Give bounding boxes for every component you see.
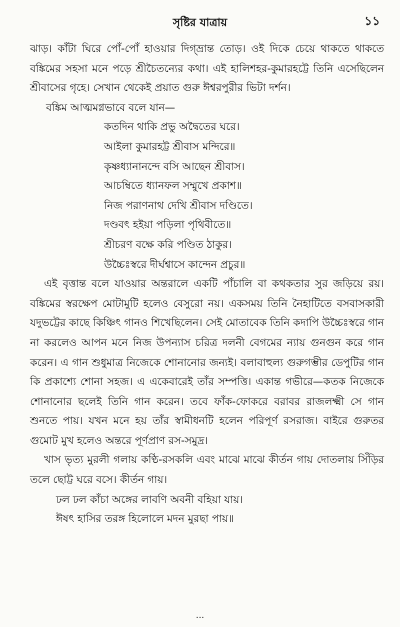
verse-intro: বঙ্কিম আত্মমগ্নভাবে বলে যান—: [46, 101, 176, 114]
verse-line: নিজ পরাণনাথ দেখি শ্রীবাস দণ্ডিতে।: [104, 199, 253, 212]
paragraph-3: খাস ভৃত্য মুরলী গলায় কণ্ঠি-রসকলি এবং মাঝে মাঝে কীর্তন গায় দোতলায় সিঁড়ির তলে ছোট্ট ঘরে বসে। কীর্তন গায়।: [30, 454, 384, 487]
verse-line: উচ্চৈঃস্বরে দীর্ঘশ্বাসে কান্দেন প্রচুর॥: [104, 258, 246, 271]
footer-mark: ...: [195, 611, 205, 621]
running-title: সৃষ্টির যাত্রায়: [172, 16, 228, 29]
verse-line: আচম্বিতে ধ্যানফল সম্মুখে প্রকাশ॥: [104, 180, 242, 193]
verse-line: আইলা কুমারহট্ট শ্রীবাস মন্দিরে॥: [104, 140, 236, 153]
verse-line: শ্রীচরণ বক্ষে করি পণ্ডিত ঠাকুর।: [104, 238, 232, 251]
verse-line: ঈষৎ হাসির তরঙ্গ হিলোলে মদন মুরছা পায়॥: [56, 513, 234, 526]
page-header: [0, 14, 400, 34]
verse-block-2: [30, 491, 384, 530]
paragraph-1: ঝাড়। কাঁটা ঘিরে পোঁ-পোঁ হাওয়ার দিগ্‌ভ্রান্ত তোড়। ওই দিকে চেয়ে থাকতে থাকতে বঙ্কিমের সহসা মনে পড়ে শ্রীচৈতন্যের কথা। এই হালিশহর-কুমারহট্টে তিনি এসেছিলেন শ্রীবাসের গৃহে। সেখান থেকেই প্রয়াত গুরু ঈশ্বরপুরীর ভিটা দর্শন।: [30, 43, 384, 95]
verse-line: দণ্ডবৎ হইয়া পড়িলা পৃথিবীতে॥: [104, 219, 232, 232]
verse-line: কৃষ্ণধ্যানানন্দে বসি আছেন শ্রীবাস।: [104, 160, 245, 173]
page-number: ১১: [364, 14, 380, 28]
verse-line: কতদিন থাকি প্রভু অদ্বৈতের ঘরে।: [104, 121, 240, 134]
paragraph-2: এই বৃত্তান্ত বলে যাওয়ার অন্তরালে একটি পাঁচালি বা কথকতার সুর জড়িয়ে রয়। বঙ্কিমের স্বরক্ষেপ মোটামুটি হলেও বেসুরো নয়। একসময় তিনি নৈহাটিতে বসবাসকারী যদুভট্টের কাছে কিঞ্চিৎ গানও শিখেছিলেন। সেই মোতাবেক তিনি কদাপি উচ্চৈঃস্বরে গান না করলেও আপন মনে নিজ উপন্যাস চরিত্র দলনী বেগমের ন্যায় গুনগুন করে গান করেন। এ গান শুধুমাত্র নিজেকে শোনানোর জন্যই। বলাবাহুল্য গুরুগম্ভীর ডেপুটির গান কি প্রকাশ্যে শোনা সহজ। এ একেবারেই তাঁর সম্পত্তি। একান্ত গভীরে—কতক নিজেকে শোনানোর ছলেই তিনি গান করেন। তবে ফাঁক-ফোকরে বরাবর রাজলক্ষ্মী সে গান শুনতে পায়। যখন মনে হয় তাঁর স্বামীধনটি হলেন পরিপূর্ণ রসরাজ। বাইরে গুরুতর গুমোট মুখ হলেও অন্তরে পূর্ণপ্রাণ রস-সমুদ্র।: [30, 278, 384, 447]
verse-block-1: [30, 118, 384, 275]
verse-line: ঢল ঢল কাঁচা অঙ্গের লাবণি অবনী বহিয়া যায়।: [56, 493, 243, 506]
body-text: [30, 40, 384, 530]
